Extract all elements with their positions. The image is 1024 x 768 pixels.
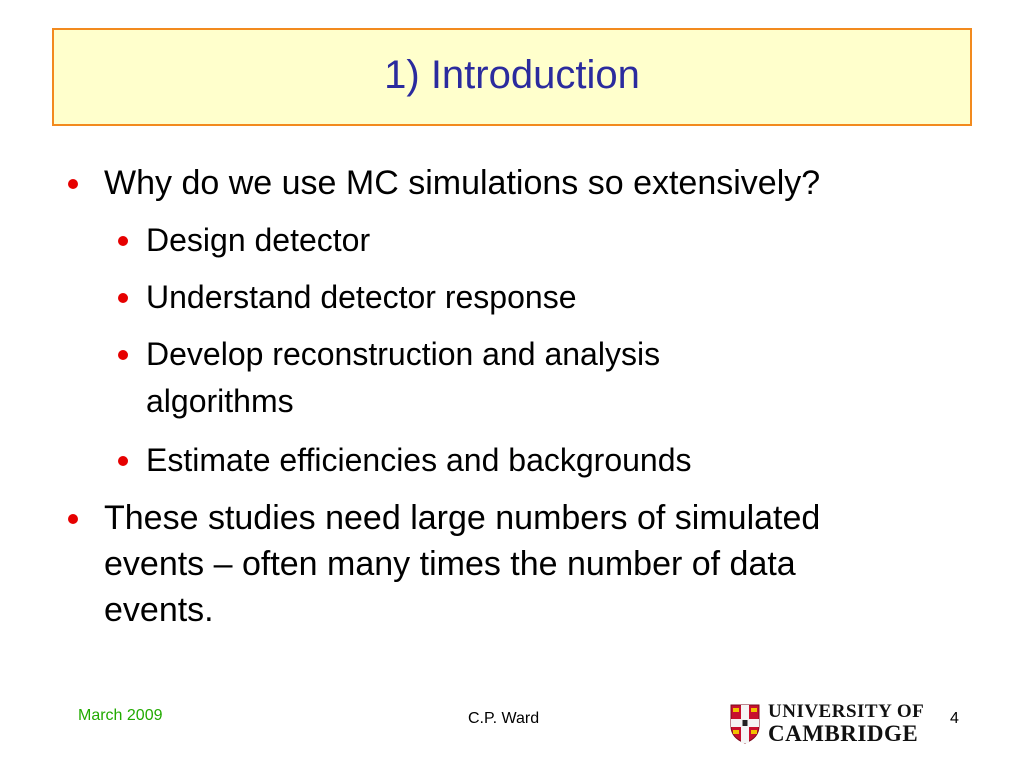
footer-date: March 2009 xyxy=(78,707,163,724)
bullet-dot xyxy=(68,514,78,524)
bullet-item: These studies need large numbers of simulated xyxy=(104,499,821,537)
sub-bullet-dot xyxy=(118,236,128,246)
cambridge-logo xyxy=(730,700,935,748)
footer-author: C.P. Ward xyxy=(468,710,540,727)
sub-bullet-dot xyxy=(118,456,128,466)
cambridge-crest-icon xyxy=(730,704,760,744)
sub-bullet-dot xyxy=(118,350,128,360)
logo-line1: UNIVERSITY OF xyxy=(768,701,925,722)
sub-bullet-item: Develop reconstruction and analysis xyxy=(146,336,661,372)
sub-bullet-item: Design detector xyxy=(146,222,371,258)
bullet-item-continued: events. xyxy=(104,591,214,629)
bullet-item: Why do we use MC simulations so extensively? xyxy=(104,164,821,202)
sub-bullet-item-continued: algorithms xyxy=(146,383,294,419)
sub-bullet-item: Understand detector response xyxy=(146,279,577,315)
logo-line2: CAMBRIDGE xyxy=(768,721,919,746)
slide-title: 1) Introduction xyxy=(384,52,640,97)
sub-bullet-dot xyxy=(118,293,128,303)
page-number: 4 xyxy=(950,710,959,727)
sub-bullet-item: Estimate efficiencies and backgrounds xyxy=(146,442,692,478)
bullet-dot xyxy=(68,179,78,189)
title-box xyxy=(52,28,972,126)
bullet-item-continued: events – often many times the number of data xyxy=(104,545,796,583)
